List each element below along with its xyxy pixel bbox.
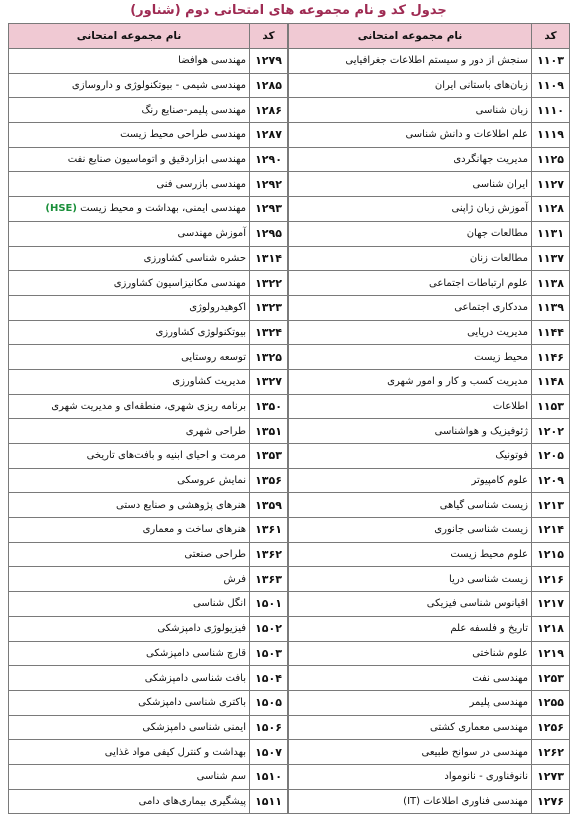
row-code: ۱۳۶۳ bbox=[250, 567, 288, 592]
table-row bbox=[289, 172, 570, 197]
table-row bbox=[289, 419, 570, 444]
table-row bbox=[9, 666, 288, 691]
table-row bbox=[289, 764, 570, 789]
row-name-text: نانوفناوری - نانومواد bbox=[444, 771, 528, 783]
row-name bbox=[289, 740, 532, 765]
row-name bbox=[9, 271, 250, 296]
row-name bbox=[9, 444, 250, 469]
table-row bbox=[289, 221, 570, 246]
table-row bbox=[289, 518, 570, 543]
row-code: ۱۳۶۲ bbox=[250, 542, 288, 567]
row-code: ۱۵۱۰ bbox=[250, 764, 288, 789]
row-name-text: مهندسی مکانیزاسیون کشاورزی bbox=[113, 277, 246, 289]
table-row bbox=[289, 641, 570, 666]
row-name-text: مرمت و احیای ابنیه و بافت‌های تاریخی bbox=[86, 450, 246, 462]
row-code: ۱۳۵۶ bbox=[250, 468, 288, 493]
row-name-text: ایمنی شناسی دامپزشکی bbox=[142, 721, 246, 733]
row-code: ۱۵۰۱ bbox=[250, 592, 288, 617]
row-name bbox=[289, 172, 532, 197]
table-row bbox=[289, 295, 570, 320]
name-header: نام مجموعه امتحانی bbox=[289, 24, 532, 49]
row-name bbox=[9, 641, 250, 666]
table-row bbox=[289, 271, 570, 296]
table-row bbox=[289, 345, 570, 370]
table-row bbox=[289, 789, 570, 814]
table-row bbox=[9, 567, 288, 592]
table-row bbox=[9, 764, 288, 789]
row-name bbox=[289, 592, 532, 617]
row-name bbox=[9, 221, 250, 246]
row-name bbox=[9, 394, 250, 419]
table-row bbox=[9, 394, 288, 419]
row-name bbox=[289, 73, 532, 98]
row-name-text: طراحی شهری bbox=[185, 425, 246, 437]
row-code: ۱۳۲۲ bbox=[250, 271, 288, 296]
row-code: ۱۱۳۷ bbox=[532, 246, 570, 271]
table-row bbox=[9, 123, 288, 148]
table-row bbox=[289, 567, 570, 592]
row-code: ۱۳۲۷ bbox=[250, 369, 288, 394]
row-name-text: مهندسی در سوانح طبیعی bbox=[421, 746, 528, 758]
row-name bbox=[289, 419, 532, 444]
row-name-text: حشره شناسی کشاورزی bbox=[143, 252, 246, 264]
row-name-text: زیست شناسی جانوری bbox=[434, 524, 528, 536]
row-name bbox=[289, 345, 532, 370]
row-name bbox=[289, 616, 532, 641]
table-row bbox=[9, 690, 288, 715]
row-name bbox=[9, 147, 250, 172]
table-row bbox=[9, 616, 288, 641]
row-name bbox=[9, 690, 250, 715]
row-code: ۱۲۱۷ bbox=[532, 592, 570, 617]
row-name-text: زبان شناسی bbox=[475, 104, 528, 116]
row-name-text: زیست شناسی گیاهی bbox=[439, 499, 528, 511]
row-code: ۱۲۵۶ bbox=[532, 715, 570, 740]
row-code: ۱۲۸۷ bbox=[250, 123, 288, 148]
row-code: ۱۳۵۱ bbox=[250, 419, 288, 444]
row-name bbox=[289, 123, 532, 148]
row-name bbox=[9, 345, 250, 370]
row-name bbox=[289, 493, 532, 518]
table-row bbox=[9, 98, 288, 123]
row-name bbox=[289, 271, 532, 296]
row-name bbox=[289, 394, 532, 419]
row-code: ۱۳۲۵ bbox=[250, 345, 288, 370]
row-name-text: فرش bbox=[223, 573, 246, 585]
row-name-text: هنرهای پژوهشی و صنایع دستی bbox=[115, 499, 246, 511]
row-name-text: مهندسی نفت bbox=[472, 672, 528, 684]
table-row bbox=[289, 592, 570, 617]
row-name bbox=[9, 320, 250, 345]
row-code: ۱۳۱۴ bbox=[250, 246, 288, 271]
row-name bbox=[289, 690, 532, 715]
row-code: ۱۳۵۹ bbox=[250, 493, 288, 518]
row-name-text: آموزش زبان ژاپنی bbox=[451, 203, 528, 215]
table-row bbox=[9, 715, 288, 740]
row-name-text: طراحی صنعتی bbox=[184, 549, 246, 561]
row-name bbox=[9, 123, 250, 148]
row-code: ۱۲۹۵ bbox=[250, 221, 288, 246]
row-code: ۱۲۷۶ bbox=[532, 789, 570, 814]
row-code: ۱۱۲۵ bbox=[532, 147, 570, 172]
table-row bbox=[289, 147, 570, 172]
row-code: ۱۲۱۵ bbox=[532, 542, 570, 567]
table-row bbox=[9, 369, 288, 394]
row-name bbox=[9, 73, 250, 98]
table-row bbox=[289, 666, 570, 691]
row-name bbox=[9, 567, 250, 592]
row-code: ۱۱۴۶ bbox=[532, 345, 570, 370]
row-name bbox=[289, 444, 532, 469]
table-row bbox=[9, 172, 288, 197]
row-code: ۱۱۱۹ bbox=[532, 123, 570, 148]
row-code: ۱۲۵۳ bbox=[532, 666, 570, 691]
row-code: ۱۲۷۳ bbox=[532, 764, 570, 789]
table-row bbox=[9, 49, 288, 74]
table-row bbox=[9, 345, 288, 370]
row-name bbox=[9, 172, 250, 197]
table-row bbox=[289, 493, 570, 518]
table-row bbox=[289, 49, 570, 74]
table-row bbox=[9, 73, 288, 98]
left-table bbox=[8, 23, 288, 814]
row-code: ۱۲۱۳ bbox=[532, 493, 570, 518]
row-code: ۱۵۰۶ bbox=[250, 715, 288, 740]
row-code: ۱۲۱۸ bbox=[532, 616, 570, 641]
table-row bbox=[9, 468, 288, 493]
row-name bbox=[9, 616, 250, 641]
row-name-text: اقیانوس شناسی فیزیکی bbox=[426, 598, 528, 610]
row-code: ۱۲۹۰ bbox=[250, 147, 288, 172]
table-row bbox=[9, 271, 288, 296]
row-code: ۱۱۳۹ bbox=[532, 295, 570, 320]
row-code: ۱۱۲۷ bbox=[532, 172, 570, 197]
row-code: ۱۲۱۴ bbox=[532, 518, 570, 543]
row-name-text: زیست شناسی دریا bbox=[449, 573, 528, 585]
table-row bbox=[289, 444, 570, 469]
row-code: ۱۱۰۹ bbox=[532, 73, 570, 98]
row-name bbox=[9, 715, 250, 740]
row-name-text: ژئوفیزیک و هواشناسی bbox=[434, 425, 528, 437]
row-name-text: بهداشت و کنترل کیفی مواد غذایی bbox=[104, 746, 246, 758]
row-name-text: انگل شناسی bbox=[193, 598, 246, 610]
table-row bbox=[9, 444, 288, 469]
table-row bbox=[289, 73, 570, 98]
row-name-text: مهندسی ایمنی، بهداشت و محیط زیست bbox=[76, 203, 246, 215]
row-name-text: فوتونیک bbox=[495, 450, 528, 462]
row-name-text: مدیریت جهانگردی bbox=[453, 154, 528, 166]
row-code: ۱۳۵۰ bbox=[250, 394, 288, 419]
table-row bbox=[9, 641, 288, 666]
table-row bbox=[289, 740, 570, 765]
table-row bbox=[289, 320, 570, 345]
row-name bbox=[9, 49, 250, 74]
table-row bbox=[9, 197, 288, 222]
row-name-text: مهندسی هوافضا bbox=[178, 55, 246, 67]
row-name-text: بافت شناسی دامپزشکی bbox=[144, 672, 246, 684]
row-name bbox=[9, 666, 250, 691]
table-row bbox=[9, 295, 288, 320]
row-name bbox=[289, 49, 532, 74]
table-row bbox=[9, 789, 288, 814]
row-code: ۱۱۱۰ bbox=[532, 98, 570, 123]
row-name-text: مددکاری اجتماعی bbox=[454, 302, 528, 314]
table-row bbox=[9, 518, 288, 543]
table-row bbox=[289, 98, 570, 123]
row-name bbox=[289, 147, 532, 172]
row-name-text: مطالعات جهان bbox=[466, 228, 528, 240]
row-name-text: سنجش از دور و سیستم اطلاعات جغرافیایی bbox=[345, 55, 528, 67]
row-name-text: علوم کامپیوتر bbox=[471, 475, 528, 487]
table-row bbox=[289, 394, 570, 419]
table-header-row bbox=[9, 24, 288, 49]
row-code: ۱۱۲۸ bbox=[532, 197, 570, 222]
row-name-text: علوم شناختی bbox=[472, 647, 528, 659]
row-name bbox=[289, 567, 532, 592]
row-name bbox=[9, 468, 250, 493]
tables-container bbox=[8, 23, 570, 814]
row-code: ۱۱۴۸ bbox=[532, 369, 570, 394]
row-name-text: علم اطلاعات و دانش شناسی bbox=[405, 129, 528, 141]
table-row bbox=[9, 592, 288, 617]
name-header: نام مجموعه امتحانی bbox=[9, 24, 250, 49]
row-name bbox=[289, 320, 532, 345]
row-name-text: مهندسی طراحی محیط زیست bbox=[120, 129, 246, 141]
row-name bbox=[289, 221, 532, 246]
table-row bbox=[9, 419, 288, 444]
row-name-text: مدیریت دریایی bbox=[467, 326, 528, 338]
row-name bbox=[289, 197, 532, 222]
row-name-text: مهندسی ابزاردقیق و اتوماسیون صنایع نفت bbox=[67, 154, 246, 166]
row-name bbox=[9, 295, 250, 320]
table-row bbox=[9, 246, 288, 271]
row-name-text: اطلاعات bbox=[492, 400, 528, 412]
table-row bbox=[9, 221, 288, 246]
row-name bbox=[9, 197, 250, 222]
table-row bbox=[289, 616, 570, 641]
code-header: کد bbox=[250, 24, 288, 49]
row-code: ۱۱۵۳ bbox=[532, 394, 570, 419]
row-name-text: سم شناسی bbox=[196, 771, 246, 783]
row-name-text: مطالعات زنان bbox=[469, 252, 528, 264]
row-code: ۱۵۰۳ bbox=[250, 641, 288, 666]
table-row bbox=[9, 542, 288, 567]
hse-tag: (HSE) bbox=[45, 203, 77, 215]
row-code: ۱۵۰۲ bbox=[250, 616, 288, 641]
table-header-row bbox=[289, 24, 570, 49]
row-name-text: مهندسی بازرسی فنی bbox=[156, 178, 246, 190]
table-row bbox=[289, 197, 570, 222]
row-name bbox=[289, 666, 532, 691]
row-name bbox=[9, 592, 250, 617]
row-name-text: مهندسی فناوری اطلاعات (IT) bbox=[403, 795, 528, 807]
row-code: ۱۲۵۵ bbox=[532, 690, 570, 715]
row-code: ۱۱۳۱ bbox=[532, 221, 570, 246]
row-name-text: پیشگیری بیماری‌های دامی bbox=[138, 795, 246, 807]
row-name-text: قارچ شناسی دامپزشکی bbox=[146, 647, 246, 659]
row-code: ۱۲۹۲ bbox=[250, 172, 288, 197]
row-code: ۱۳۲۳ bbox=[250, 295, 288, 320]
row-code: ۱۵۰۴ bbox=[250, 666, 288, 691]
row-name-text: هنرهای ساخت و معماری bbox=[142, 524, 246, 536]
row-code: ۱۲۱۶ bbox=[532, 567, 570, 592]
row-code: ۱۲۶۲ bbox=[532, 740, 570, 765]
row-name-text: ایران شناسی bbox=[472, 178, 528, 190]
row-name bbox=[9, 542, 250, 567]
row-name bbox=[289, 518, 532, 543]
row-code: ۱۵۰۵ bbox=[250, 690, 288, 715]
code-header: کد bbox=[532, 24, 570, 49]
row-name bbox=[9, 419, 250, 444]
row-code: ۱۳۲۴ bbox=[250, 320, 288, 345]
row-code: ۱۵۰۷ bbox=[250, 740, 288, 765]
row-code: ۱۲۱۹ bbox=[532, 641, 570, 666]
row-name-text: علوم ارتباطات اجتماعی bbox=[429, 277, 528, 289]
table-row bbox=[289, 369, 570, 394]
row-code: ۱۲۷۹ bbox=[250, 49, 288, 74]
row-name bbox=[9, 246, 250, 271]
row-name-text: برنامه ریزی شهری، منطقه‌ای و مدیریت شهری bbox=[51, 400, 246, 412]
row-name bbox=[9, 740, 250, 765]
row-name bbox=[9, 764, 250, 789]
row-name-text: محیط زیست bbox=[474, 351, 528, 363]
row-code: ۱۵۱۱ bbox=[250, 789, 288, 814]
row-name-text: نمایش عروسکی bbox=[177, 475, 246, 487]
table-row bbox=[9, 740, 288, 765]
row-name-text: باکتری شناسی دامپزشکی bbox=[138, 697, 246, 709]
table-row bbox=[289, 468, 570, 493]
row-name-text: زبان‌های باستانی ایران bbox=[434, 80, 528, 92]
row-name bbox=[289, 789, 532, 814]
table-row bbox=[289, 715, 570, 740]
row-name bbox=[9, 518, 250, 543]
row-name-text: مهندسی معماری کشتی bbox=[429, 721, 528, 733]
row-name bbox=[289, 641, 532, 666]
row-code: ۱۲۸۵ bbox=[250, 73, 288, 98]
row-name bbox=[289, 542, 532, 567]
row-name-text: اکوهیدرولوژی bbox=[189, 302, 246, 314]
row-code: ۱۲۰۵ bbox=[532, 444, 570, 469]
row-name bbox=[9, 369, 250, 394]
table-row bbox=[289, 542, 570, 567]
page-title: جدول کد و نام مجموعه های امتحانی دوم (شناور) bbox=[130, 3, 447, 18]
row-code: ۱۱۰۳ bbox=[532, 49, 570, 74]
table-row bbox=[289, 246, 570, 271]
row-code: ۱۳۶۱ bbox=[250, 518, 288, 543]
row-code: ۱۱۴۴ bbox=[532, 320, 570, 345]
row-name-text: آموزش مهندسی bbox=[177, 228, 246, 240]
row-name-text: مهندسی شیمی - بیوتکنولوژی و داروسازی bbox=[71, 80, 246, 92]
table-row bbox=[9, 320, 288, 345]
row-name bbox=[289, 295, 532, 320]
row-name bbox=[9, 98, 250, 123]
row-name bbox=[289, 715, 532, 740]
row-name-text: مهندسی پلیمر bbox=[469, 697, 528, 709]
row-code: ۱۳۵۳ bbox=[250, 444, 288, 469]
row-name bbox=[9, 789, 250, 814]
row-code: ۱۲۰۹ bbox=[532, 468, 570, 493]
row-name-text: مدیریت کشاورزی bbox=[172, 376, 246, 388]
row-name-text: مهندسی پلیمر-صنایع رنگ bbox=[141, 104, 246, 116]
row-name bbox=[9, 493, 250, 518]
row-name bbox=[289, 764, 532, 789]
row-name bbox=[289, 468, 532, 493]
row-code: ۱۲۰۲ bbox=[532, 419, 570, 444]
right-table bbox=[288, 23, 570, 814]
row-name-text: بیوتکنولوژی کشاورزی bbox=[155, 326, 246, 338]
table-row bbox=[9, 493, 288, 518]
row-code: ۱۲۸۶ bbox=[250, 98, 288, 123]
row-code: ۱۲۹۳ bbox=[250, 197, 288, 222]
row-name bbox=[289, 369, 532, 394]
row-name-text: فیزیولوژی دامپزشکی bbox=[157, 623, 246, 635]
table-row bbox=[289, 123, 570, 148]
row-name-text: تاریخ و فلسفه علم bbox=[450, 623, 528, 635]
row-code: ۱۱۳۸ bbox=[532, 271, 570, 296]
row-name-text: علوم محیط زیست bbox=[450, 549, 528, 561]
row-name bbox=[289, 246, 532, 271]
row-name-text: توسعه روستایی bbox=[181, 351, 246, 363]
table-row bbox=[9, 147, 288, 172]
row-name bbox=[289, 98, 532, 123]
table-row bbox=[289, 690, 570, 715]
row-name-text: مدیریت کسب و کار و امور شهری bbox=[387, 376, 528, 388]
